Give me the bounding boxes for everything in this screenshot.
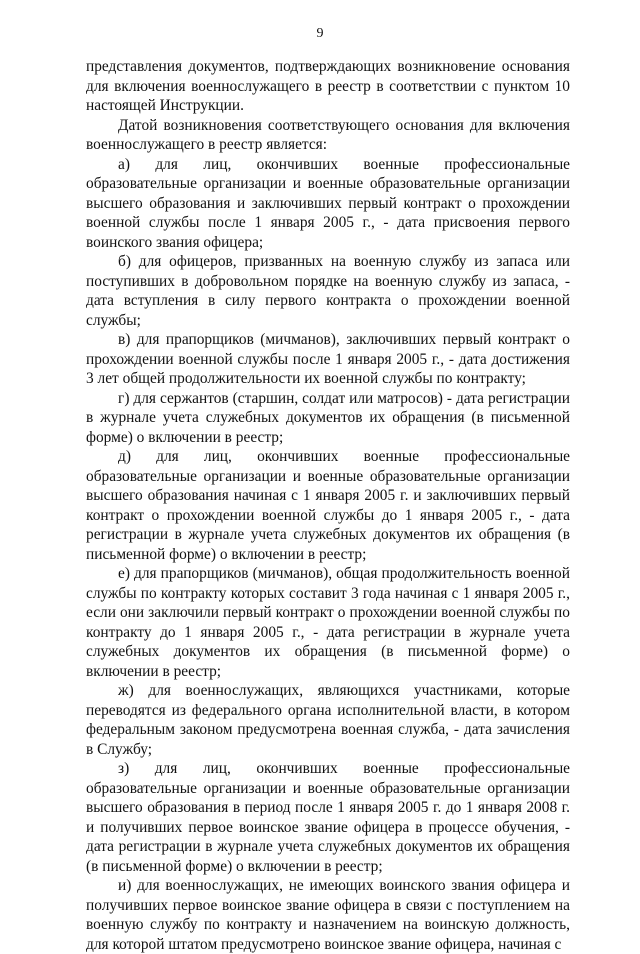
list-item-g: г) для сержантов (старшин, солдат или матросов) - дата регистрации в журнале учета служебных документов их обращения (в письменной форме) о включении в реестр;	[86, 389, 570, 446]
list-item-a: а) для лиц, окончивших военные профессиональные образовательные организации и военные образовательные организации высшего образования и заключивших первый контракт о прохождении военной службы после 1 января 2005 г., - дата присвоения первого воинского звания офицера;	[86, 155, 570, 251]
paragraph-continuation: представления документов, подтверждающих возникновение основания для включения военнослужащего в реестр в соответствии с пунктом 10 настоящей Инструкции.	[86, 58, 570, 114]
page-number: 9	[316, 26, 324, 41]
list-item-z: з) для лиц, окончивших военные профессиональные образовательные организации и военные образовательные организации высшего образования в период после 1 января 2005 г. до 1 января 2008 г. и получивших первое воинское звание офицера в процессе обучения, - дата регистрации в журнале учета служебных документов их обращения (в письменной форме) о включении в реестр;	[86, 760, 570, 875]
list-item-e: е) для прапорщиков (мичманов), общая продолжительность военной службы по контракту которых составит 3 года начиная с 1 января 2005 г., если они заключили первый контракт о прохождении военной службы по контракту до 1 января 2005 г., - дата регистрации в журнале учета служебных документов их обращения (в письменной форме) о включении в реестр;	[86, 565, 570, 680]
list-item-v: в) для прапорщиков (мичманов), заключивших первый контракт о прохождении военной службы после 1 января 2005 г., - дата достижения 3 лет общей продолжительности их военной службы по контракту;	[86, 331, 570, 387]
paragraph-intro: Датой возникновения соответствующего основания для включения военнослужащего в реестр является:	[86, 116, 570, 153]
list-item-b: б) для офицеров, призванных на военную службу из запаса или поступивших в добровольном порядке на военную службу из запаса, - дата вступления в силу первого контракта о прохождении военной службы;	[86, 253, 570, 329]
document-body	[86, 57, 570, 954]
list-item-d: д) для лиц, окончивших военные профессиональные образовательные организации и военные образовательные организации высшего образования начиная с 1 января 2005 г. и заключивших первый контракт о прохождении военной службы до 1 января 2005 г., - дата регистрации в журнале учета служебных документов их обращения (в письменной форме) о включении в реестр;	[86, 448, 570, 563]
list-item-i: и) для военнослужащих, не имеющих воинского звания офицера и получивших первое воинское звание офицера в связи с поступлением на военную службу по контракту и назначением на воинскую должность, для которой штатом предусмотрено воинское звание офицера, начиная с	[86, 877, 570, 953]
list-item-zh: ж) для военнослужащих, являющихся участниками, которые переводятся из федерального органа исполнительной власти, в котором федеральным законом предусмотрена военная служба, - дата зачисления в Службу;	[86, 682, 570, 758]
